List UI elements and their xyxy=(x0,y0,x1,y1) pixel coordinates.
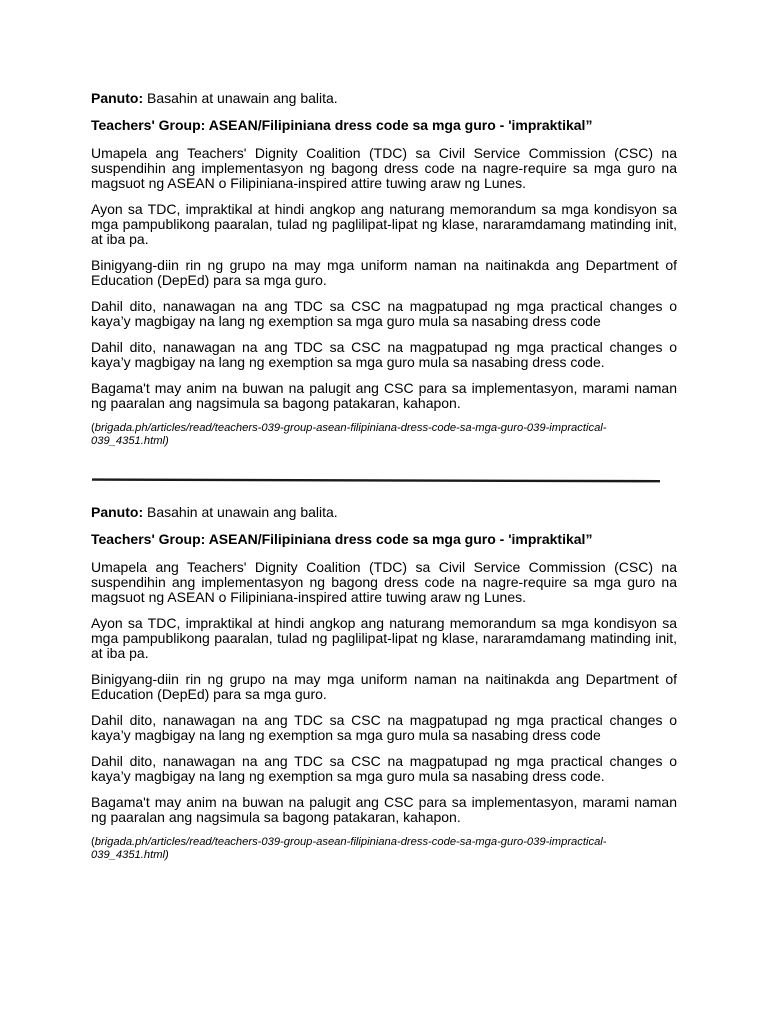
source-open-paren: ( xyxy=(91,836,95,848)
article-paragraph: Dahil dito, nanawagan na ang TDC sa CSC na magpatupad ng mga practical changes o kaya’y magbigay na lang ng exemption sa mga guro mula sa nasabing dress code xyxy=(91,298,677,329)
article-headline: Teachers' Group: ASEAN/Filipiniana dress code sa mga guro - 'impraktikal” xyxy=(91,117,593,133)
article-section-1 xyxy=(91,91,677,459)
instruction xyxy=(91,505,677,520)
article-paragraph: Bagama't may anim na buwan na palugit ang CSC para sa implementasyon, marami naman ng paaralan ang nagsimula sa bagong patakaran, kahapon. xyxy=(91,794,677,825)
article-paragraph: Bagama't may anim na buwan na palugit ang CSC para sa implementasyon, marami naman ng paaralan ang nagsimula sa bagong patakaran, kahapon. xyxy=(91,380,677,411)
source-citation xyxy=(91,836,677,862)
instruction-label: Panuto: xyxy=(91,504,144,520)
instruction-text: Basahin at unawain ang balita. xyxy=(143,90,338,106)
source-open-paren: ( xyxy=(91,422,95,434)
instruction xyxy=(91,91,677,106)
article-paragraph: Ayon sa TDC, impraktikal at hindi angkop ang naturang memorandum sa mga kondisyon sa mga pampublikong paaralan, tulad ng paglilipat-lipat ng klase, nararamdamang matinding init, at iba pa. xyxy=(91,615,677,661)
article-paragraph: Binigyang-diin rin ng grupo na may mga uniform naman na naitinakda ang Department of Education (DepEd) para sa mga guro. xyxy=(91,671,677,702)
article-paragraph: Binigyang-diin rin ng grupo na may mga uniform naman na naitinakda ang Department of Education (DepEd) para sa mga guro. xyxy=(91,257,677,288)
source-citation xyxy=(91,422,677,448)
article-paragraph: Umapela ang Teachers' Dignity Coalition (TDC) sa Civil Service Commission (CSC) na suspendihin ang implementasyon ng bagong dress code na nagre-require sa mga guro na magsuot ng ASEAN o Filipiniana-inspired attire tuwing araw ng Lunes. xyxy=(91,559,677,605)
article-headline: Teachers' Group: ASEAN/Filipiniana dress code sa mga guro - 'impraktikal” xyxy=(91,531,593,547)
instruction-label: Panuto: xyxy=(91,90,144,106)
article-paragraph: Dahil dito, nanawagan na ang TDC sa CSC na magpatupad ng mga practical changes o kaya’y magbigay na lang ng exemption sa mga guro mula sa nasabing dress code xyxy=(91,712,677,743)
source-url: brigada.ph/articles/read/teachers-039-group-asean-filipiniana-dress-code-sa-mga-guro-039-impractical-039_4351.html) xyxy=(91,836,607,861)
article-section-2 xyxy=(91,505,677,873)
article-paragraph: Ayon sa TDC, impraktikal at hindi angkop ang naturang memorandum sa mga kondisyon sa mga pampublikong paaralan, tulad ng paglilipat-lipat ng klase, nararamdamang matinding init, at iba pa. xyxy=(91,201,677,247)
instruction-text: Basahin at unawain ang balita. xyxy=(143,504,338,520)
divider-line xyxy=(92,478,660,483)
article-paragraph: Dahil dito, nanawagan na ang TDC sa CSC na magpatupad ng mga practical changes o kaya’y magbigay na lang ng exemption sa mga guro mula sa nasabing dress code. xyxy=(91,339,677,370)
article-paragraph: Dahil dito, nanawagan na ang TDC sa CSC na magpatupad ng mga practical changes o kaya’y magbigay na lang ng exemption sa mga guro mula sa nasabing dress code. xyxy=(91,753,677,784)
article-paragraph: Umapela ang Teachers' Dignity Coalition (TDC) sa Civil Service Commission (CSC) na suspendihin ang implementasyon ng bagong dress code na nagre-require sa mga guro na magsuot ng ASEAN o Filipiniana-inspired attire tuwing araw ng Lunes. xyxy=(91,145,677,191)
section-divider xyxy=(92,478,660,483)
source-url: brigada.ph/articles/read/teachers-039-group-asean-filipiniana-dress-code-sa-mga-guro-039-impractical-039_4351.html) xyxy=(91,422,607,447)
